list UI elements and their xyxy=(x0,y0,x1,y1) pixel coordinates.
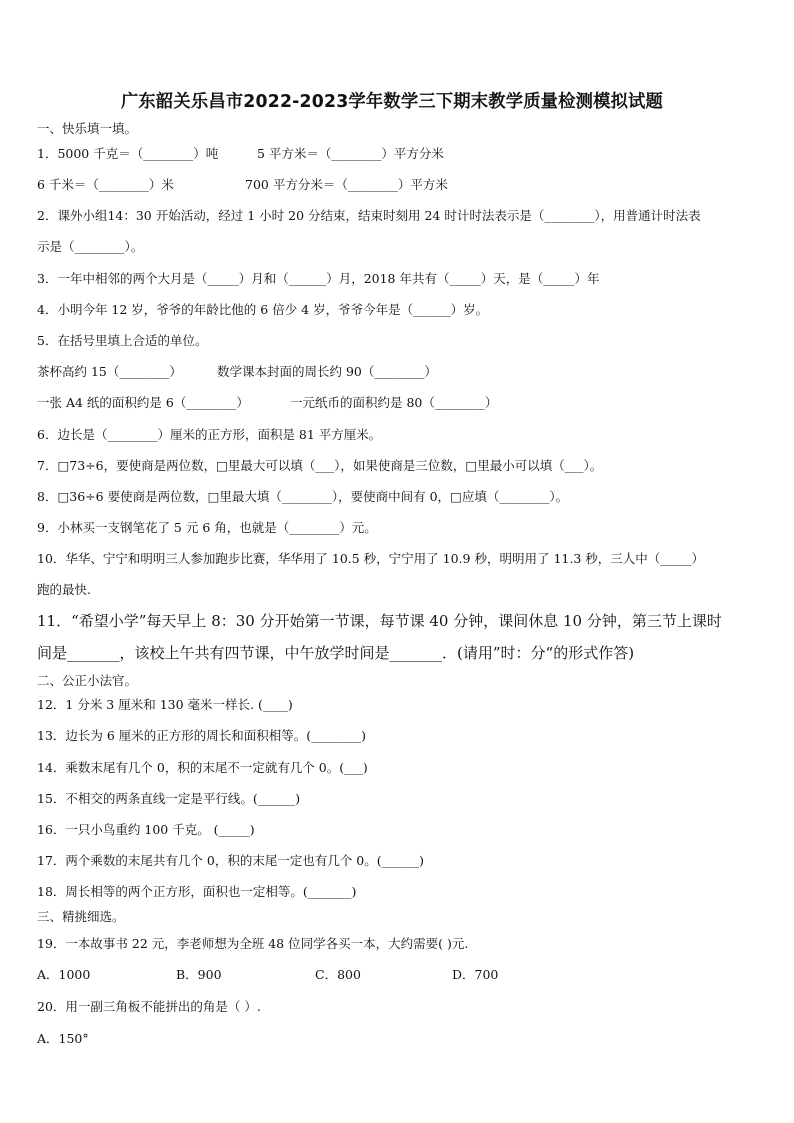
question-5c: 一张 A4 纸的面积约是 6（________） xyxy=(37,395,249,410)
question-2-line-1: 2．课外小组14：30 开始活动，经过 1 小时 20 分结束，结束时刻用 24 时计时法表示是（________），用普通计时法表 xyxy=(37,208,701,223)
question-20-stem: 20．用一副三角板不能拼出的角是（ ）. xyxy=(37,999,261,1014)
question-19-option-a: A．1000 xyxy=(37,967,91,982)
question-4: 4．小明今年 12 岁，爷爷的年龄比他的 6 倍少 4 岁，爷爷今年是（______）岁。 xyxy=(37,302,489,317)
question-12: 12．1 分米 3 厘米和 130 毫米一样长. (____) xyxy=(37,697,293,712)
question-19-option-d: D．700 xyxy=(452,967,499,982)
question-13: 13．边长为 6 厘米的正方形的周长和面积相等。(________) xyxy=(37,728,367,743)
question-11-line-1: 11．“希望小学”每天早上 8：30 分开始第一节课，每节课 40 分钟，课间休息 10 分钟，第三节上课时 xyxy=(37,612,722,630)
question-5d: 一元纸币的面积约是 80（________） xyxy=(290,395,498,410)
question-10-line-2: 跑的最快. xyxy=(37,582,91,597)
question-7: 7．□73÷6，要使商是两位数，□里最大可以填（___），如果使商是三位数，□里最小可以填（___）。 xyxy=(37,458,603,473)
page-title: 广东韶关乐昌市2022-2023学年数学三下期末教学质量检测模拟试题 xyxy=(120,92,664,112)
question-20-option-a: A．150° xyxy=(37,1031,89,1046)
question-1d: 700 平方分米＝（________）平方米 xyxy=(245,177,448,192)
section-3-heading: 三、精挑细选。 xyxy=(37,909,125,924)
question-8: 8．□36÷6 要使商是两位数，□里最大填（________），要使商中间有 0，□应填（________）。 xyxy=(37,489,569,504)
question-1a: 1．5000 千克＝（________）吨 xyxy=(37,146,219,161)
question-14: 14．乘数末尾有几个 0，积的末尾不一定就有几个 0。(___) xyxy=(37,760,368,775)
question-10-line-1: 10．华华、宁宁和明明三人参加跑步比赛，华华用了 10.5 秒，宁宁用了 10.9 秒，明明用了 11.3 秒，三人中（_____） xyxy=(37,551,704,566)
question-5b: 数学课本封面的周长约 90（________） xyxy=(217,364,437,379)
question-5a: 茶杯高约 15（________） xyxy=(37,364,182,379)
section-1-heading: 一、快乐填一填。 xyxy=(37,121,138,136)
question-3: 3．一年中相邻的两个大月是（_____）月和（______）月，2018 年共有（_____）天，是（_____）年 xyxy=(37,271,600,286)
question-2-line-2: 示是（________）。 xyxy=(37,239,144,254)
question-16: 16．一只小鸟重约 100 千克。 (_____) xyxy=(37,822,255,837)
section-2-heading: 二、公正小法官。 xyxy=(37,673,138,688)
question-11-line-2: 间是_______，该校上午共有四节课，中午放学时间是_______．(请用”时：分“的形式作答) xyxy=(37,644,635,662)
question-1b: 5 平方米＝（________）平方分米 xyxy=(257,146,444,161)
question-19-stem: 19．一本故事书 22 元，李老师想为全班 48 位同学各买一本，大约需要( )元. xyxy=(37,936,469,951)
question-15: 15．不相交的两条直线一定是平行线。(______) xyxy=(37,791,301,806)
question-5-stem: 5．在括号里填上合适的单位。 xyxy=(37,333,208,348)
question-19-option-b: B．900 xyxy=(176,967,222,982)
question-9: 9．小林买一支钢笔花了 5 元 6 角，也就是（________）元。 xyxy=(37,520,377,535)
question-18: 18．周长相等的两个正方形，面积也一定相等。(_______) xyxy=(37,884,357,899)
question-1c: 6 千米＝（________）米 xyxy=(37,177,174,192)
question-6: 6．边长是（________）厘米的正方形，面积是 81 平方厘米。 xyxy=(37,427,382,442)
question-17: 17．两个乘数的末尾共有几个 0，积的末尾一定也有几个 0。(______) xyxy=(37,853,425,868)
question-19-option-c: C．800 xyxy=(315,967,361,982)
